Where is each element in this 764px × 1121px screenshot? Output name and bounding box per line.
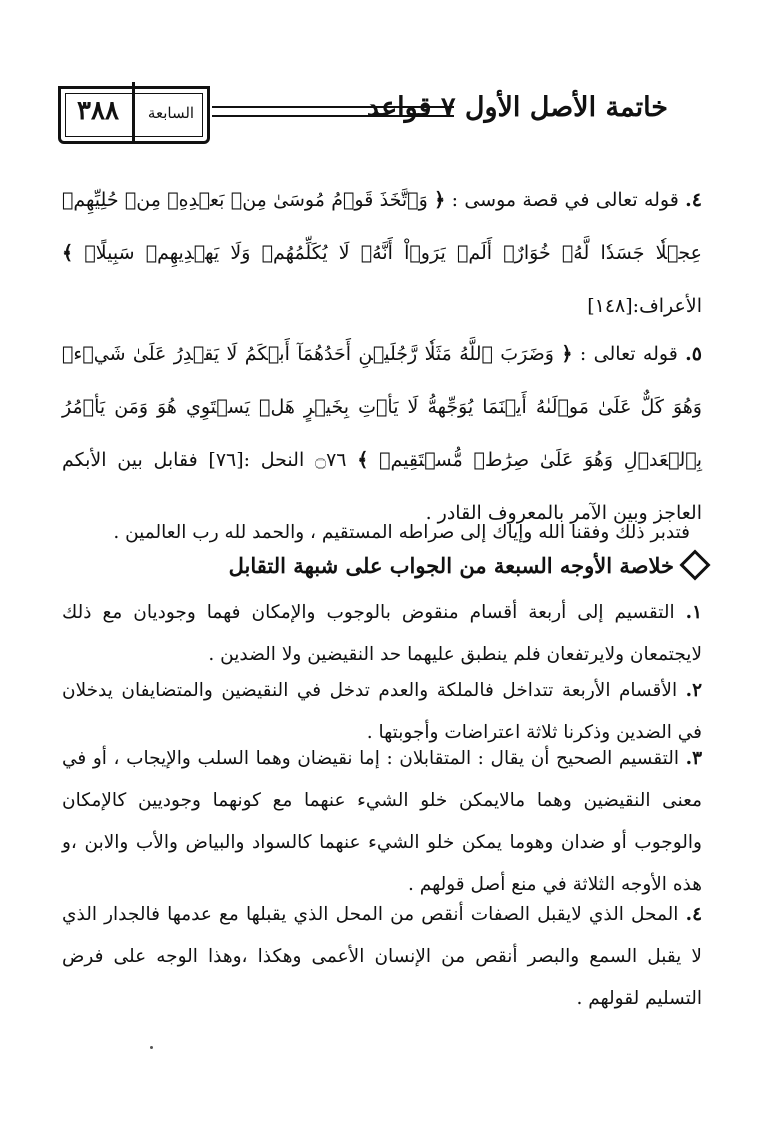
item-number: ٤. (685, 189, 703, 211)
page-number: ٣٨٨ (77, 96, 119, 126)
point-number: ١. (685, 602, 703, 623)
verse-citation: النحل :[٧٦] (208, 449, 305, 471)
point-number: ٤. (685, 904, 702, 925)
summary-point (62, 894, 702, 1020)
verse-open-bracket: ﴿ (434, 189, 446, 211)
page-header (58, 86, 668, 146)
ayah-number-mark: ۝٧٦ (314, 449, 347, 471)
verse-close-bracket: ﴾ (357, 449, 369, 471)
closing-note (62, 512, 702, 554)
verse-close-bracket: ﴾ (62, 242, 74, 264)
point-text: الأقسام الأربعة تتداخل فالملكة والعدم تدخل في النقيضين والمتضايفان يدخلان في الضدين وذكرنا ثلاثة اعتراضات وأجوبتها . (62, 680, 702, 743)
summary-point (62, 592, 702, 676)
verse-citation: الأعراف:[١٤٨] (587, 295, 702, 317)
verse-item-4 (62, 174, 702, 333)
point-text: المحل الذي لايقبل الصفات أنقص من المحل الذي يقبلها مع عدمها فالجدار الذي لا يقبل السمع والبصر أنقص من الإنسان الأعمى وهكذا ،وهذا الوجه على فرض التسليم لقولهم . (62, 904, 702, 1009)
print-speck (150, 1046, 153, 1049)
verse-intro: قوله تعالى : (579, 343, 678, 365)
quran-verse-text: وَضَرَبَ ٱللَّهُ مَثَلٗا رَّجُلَيۡنِ أَحَدُهُمَآ أَبۡكَمُ لَا يَقۡدِرُ عَلَىٰ شَيۡءٖ وَهُوَ كَلٌّ عَلَىٰ مَوۡلَىٰهُ أَيۡنَمَا يُوَجِّههُّ لَا يَأۡتِ بِخَيۡرٍ هَلۡ يَسۡتَوِي هُوَ وَمَن يَأۡمُرُ بِٱلۡعَدۡلِ وَهُوَ عَلَىٰ صِرَٰطٖ مُّسۡتَقِيمٖ (62, 343, 702, 471)
point-text: التقسيم الصحيح أن يقال : المتقابلان : إما نقيضان وهما السلب والإيجاب ، أو في معنى النقيضين وهما مالايمكن خلو الشيء عنهما مع كونهما وجوديين كالإمكان والوجوب أو ضدان وهوما يمكن خلو الشيء عنهما كالسواد والبياض والأب والابن ،و هذه الأوجه الثلاثة في منع أصل قولهم . (62, 748, 702, 895)
point-text: التقسيم إلى أربعة أقسام منقوض بالوجوب والإمكان فهما وجوديان مع ذلك لايجتمعان ولايرتفعان فلم ينطبق عليهما حد النقيضين ولا الضدين . (62, 602, 702, 665)
book-spine-divider (132, 82, 135, 144)
verse-open-bracket: ﴿ (561, 343, 573, 365)
item-number: ٥. (685, 343, 703, 365)
summary-heading (150, 553, 706, 578)
verse-intro: قوله تعالى في قصة موسى : (451, 189, 679, 211)
running-title: خاتمة الأصل الأول ٧ قواعد (366, 92, 668, 123)
diamond-ornament-icon (679, 549, 710, 580)
verse-item-5 (62, 328, 702, 540)
closing-note-text: فتدبر ذلك وفقنا الله وإياك إلى صراطه المستقيم ، والحمد لله رب العالمين . (113, 522, 690, 543)
point-number: ٣. (685, 748, 702, 769)
quran-verse-text: وَٱتَّخَذَ قَوۡمُ مُوسَىٰ مِنۢ بَعۡدِهِۦ مِنۡ حُلِيِّهِمۡ عِجۡلٗا جَسَدٗا لَّهُۥ خُوَارٌۚ أَلَمۡ يَرَوۡاْ أَنَّهُۥ لَا يُكَلِّمُهُمۡ وَلَا يَهۡدِيهِمۡ سَبِيلًاۘ (62, 189, 702, 264)
chapter-label: السابعة (147, 104, 195, 122)
summary-heading-text: خلاصة الأوجه السبعة من الجواب على شبهة التقابل (228, 553, 674, 578)
summary-point (62, 738, 702, 906)
verse-explanation: فقابل بين الأبكم العاجز وبين الآمر بالمعروف القادر . (62, 449, 702, 524)
point-number: ٢. (685, 680, 702, 701)
